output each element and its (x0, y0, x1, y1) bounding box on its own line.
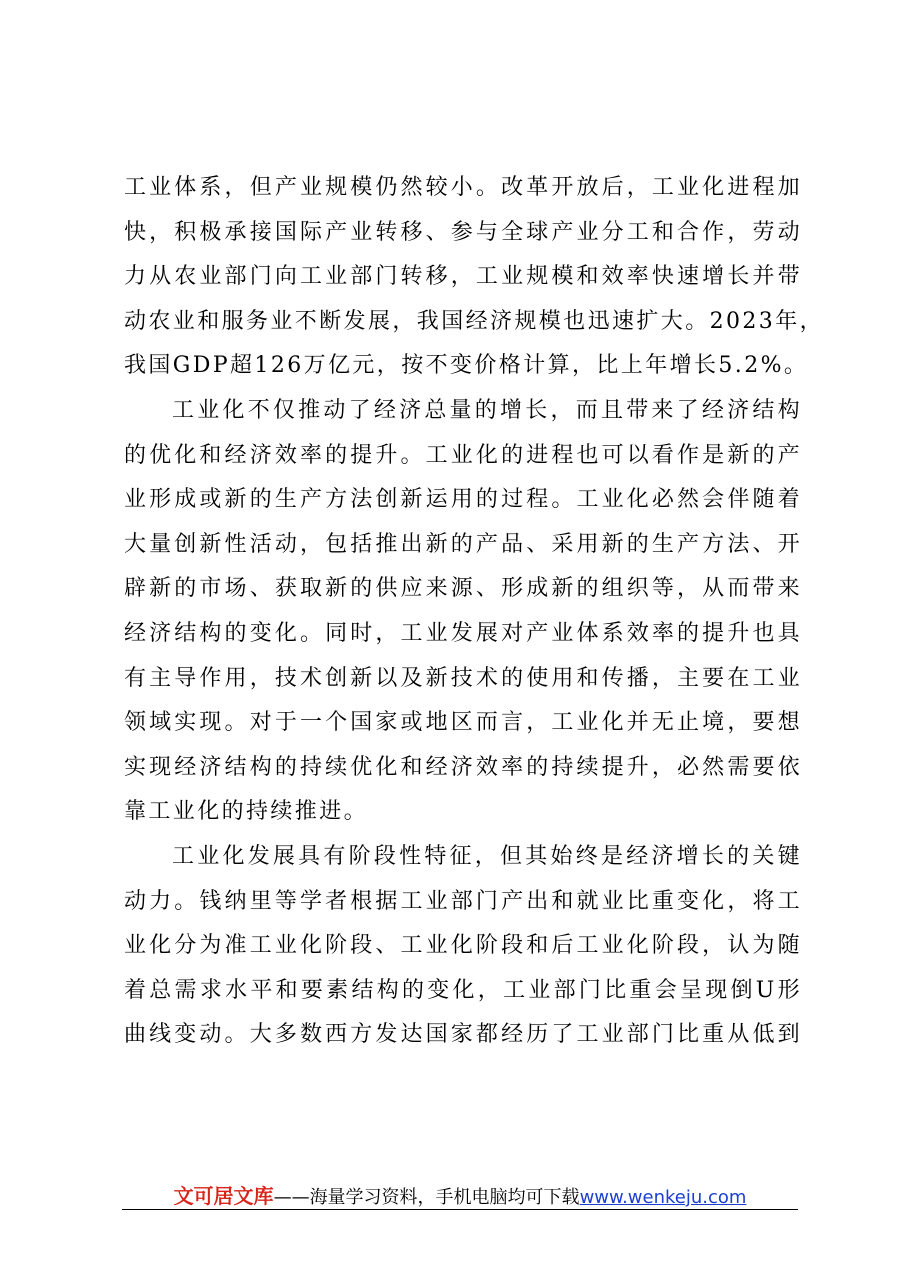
text-line: 动力。钱纳里等学者根据工业部门产出和就业比重变化，将工 (124, 888, 802, 914)
document-body (124, 166, 824, 1058)
paragraph-3 (124, 835, 802, 1058)
text-line: 快，积极承接国际产业转移、参与全球产业分工和合作，劳动 (124, 219, 802, 245)
text-line: 工业化不仅推动了经济总量的增长，而且带来了经济结构 (172, 397, 802, 423)
text-line: 工业体系，但产业规模仍然较小。改革开放后，工业化进程加 (124, 175, 802, 200)
footer-divider (122, 1209, 798, 1210)
paragraph-1 (124, 166, 824, 389)
text-line: 工业化发展具有阶段性特征，但其始终是经济增长的关键 (172, 843, 802, 869)
text-line: 动农业和服务业不断发展，我国经济规模也迅速扩大。2023年， (124, 308, 824, 334)
text-line: 我国GDP超126万亿元，按不变价格计算，比上年增长5.2%。 (124, 353, 809, 379)
text-line: 有主导作用，技术创新以及新技术的使用和传播，主要在工业 (124, 665, 802, 691)
text-line: 着总需求水平和要素结构的变化，工业部门比重会呈现倒U形 (124, 977, 802, 1003)
text-line: 大量创新性活动，包括推出新的产品、采用新的生产方法、开 (124, 531, 802, 557)
text-line: 经济结构的变化。同时，工业发展对产业体系效率的提升也具 (124, 620, 802, 646)
footer-slogan: ——海量学习资料，手机电脑均可下载 (273, 1187, 580, 1208)
text-line: 靠工业化的持续推进。 (124, 799, 369, 825)
text-line: 业形成或新的生产方法创新运用的过程。工业化必然会伴随着 (124, 487, 802, 513)
text-line: 业化分为准工业化阶段、工业化阶段和后工业化阶段，认为随 (124, 933, 802, 959)
text-line: 实现经济结构的持续优化和经济效率的持续提升，必然需要依 (124, 754, 802, 780)
paragraph-2 (124, 389, 802, 835)
text-line: 领域实现。对于一个国家或地区而言，工业化并无止境，要想 (124, 710, 802, 736)
text-line: 力从农业部门向工业部门转移，工业规模和效率快速增长并带 (124, 264, 802, 290)
text-line: 辟新的市场、获取新的供应来源、形成新的组织等，从而带来 (124, 576, 802, 602)
footer-brand: 文可居文库 (173, 1184, 274, 1208)
page-footer (122, 1180, 798, 1210)
footer-website-link[interactable]: www.wenkeju.com (579, 1187, 747, 1208)
text-line: 的优化和经济效率的提升。工业化的进程也可以看作是新的产 (124, 442, 802, 468)
text-line: 曲线变动。大多数西方发达国家都经历了工业部门比重从低到 (124, 1022, 802, 1048)
